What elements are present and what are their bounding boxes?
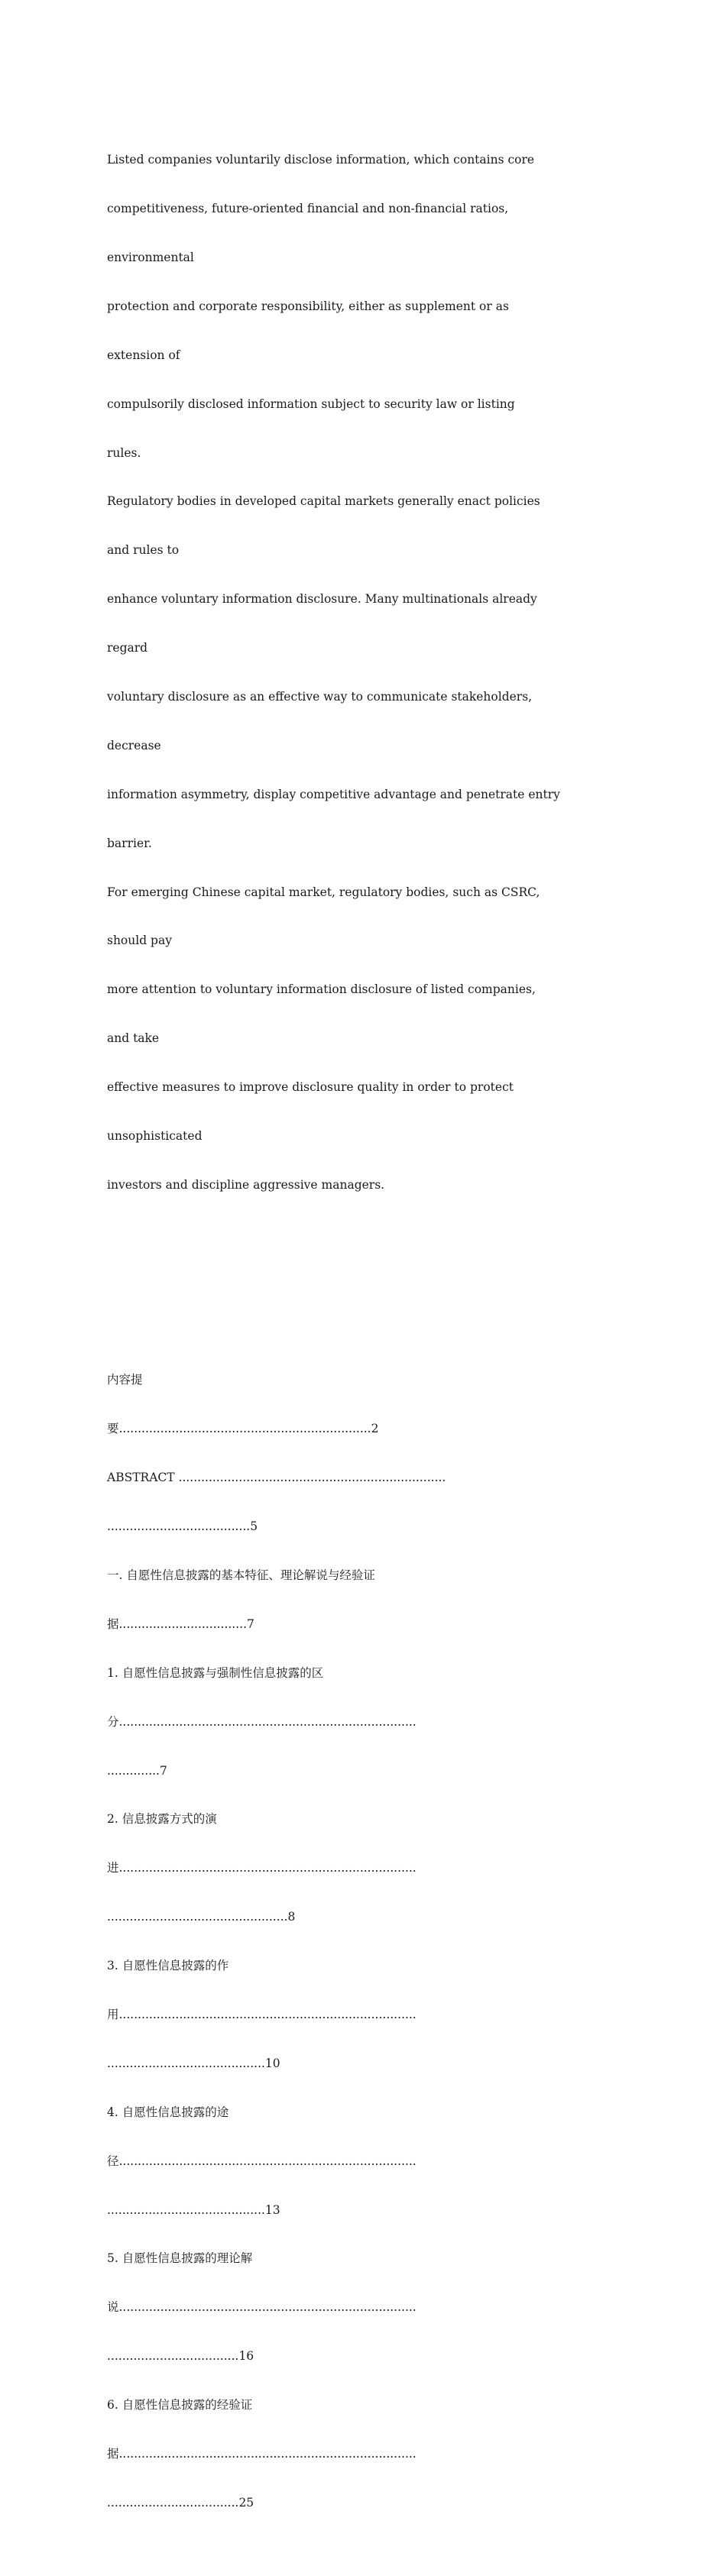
toc-line: 要...................................................................2 xyxy=(107,1422,379,1436)
toc-line: 2. 信息披露方式的演 xyxy=(107,1812,217,1827)
toc-line: 5. 自愿性信息披露的理论解 xyxy=(107,2251,253,2266)
abstract-line: environmental xyxy=(107,250,194,264)
abstract-line: voluntary disclosure as an effective way to communicate stakeholders, xyxy=(107,689,533,704)
abstract-line: and rules to xyxy=(107,543,180,558)
abstract-line: investors and discipline aggressive managers. xyxy=(107,1177,385,1192)
toc-line: ..............7 xyxy=(107,1763,167,1778)
abstract-line: decrease xyxy=(107,738,161,752)
abstract-line: compulsorily disclosed information subject to security law or listing xyxy=(107,396,515,411)
abstract-line: extension of xyxy=(107,348,180,362)
toc-line: 径............................................................................... xyxy=(107,2154,416,2168)
toc-line: 1. 自愿性信息披露与强制性信息披露的区 xyxy=(107,1665,324,1680)
abstract-line: protection and corporate responsibility, either as supplement or as xyxy=(107,299,509,313)
abstract-line: unsophisticated xyxy=(107,1129,203,1143)
abstract-line: and take xyxy=(107,1031,160,1046)
toc-line: ABSTRACT ....................................................................... xyxy=(107,1471,446,1485)
toc-line: 3. 自愿性信息披露的作 xyxy=(107,1959,229,1973)
toc-line: 4. 自愿性信息披露的途 xyxy=(107,2105,229,2119)
abstract-line: barrier. xyxy=(107,836,152,850)
section-spacer xyxy=(107,1275,634,1291)
toc-line: ................................................8 xyxy=(107,1910,296,1924)
toc-line: ...................................25 xyxy=(107,2495,254,2510)
abstract-line: information asymmetry, display competitive advantage and penetrate entry xyxy=(107,787,560,801)
abstract-line: effective measures to improve disclosure quality in order to protect xyxy=(107,1080,514,1095)
table-of-contents xyxy=(107,1340,634,2544)
abstract-line: Listed companies voluntarily disclose information, which contains core xyxy=(107,153,535,167)
toc-line: 分............................................................................... xyxy=(107,1714,416,1729)
abstract-line: Regulatory bodies in developed capital markets generally enact policies xyxy=(107,494,540,509)
toc-line: 说............................................................................... xyxy=(107,2300,416,2315)
abstract-line: more attention to voluntary information disclosure of listed companies, xyxy=(107,982,536,997)
document-text xyxy=(107,87,634,2576)
toc-line: 进............................................................................... xyxy=(107,1861,416,1875)
toc-line: 内容提 xyxy=(107,1373,143,1387)
abstract-line: competitiveness, future-oriented financial and non-financial ratios, xyxy=(107,202,509,216)
toc-line: ..........................................13 xyxy=(107,2202,280,2217)
toc-line: ..........................................10 xyxy=(107,2056,280,2070)
toc-line: 6. 自愿性信息披露的经验证 xyxy=(107,2398,253,2413)
toc-line: 用............................................................................... xyxy=(107,2008,416,2022)
abstract-section xyxy=(107,120,634,1226)
abstract-line: rules. xyxy=(107,445,141,460)
toc-line: 据..................................7 xyxy=(107,1616,254,1631)
abstract-line: For emerging Chinese capital market, regulatory bodies, such as CSRC, xyxy=(107,885,540,899)
toc-line: 一. 自愿性信息披露的基本特征、理论解说与经验证 xyxy=(107,1568,375,1583)
abstract-line: enhance voluntary information disclosure. Many multinationals already xyxy=(107,592,537,607)
abstract-line: regard xyxy=(107,641,148,655)
toc-line: 据............................................................................... xyxy=(107,2447,416,2461)
toc-line: ......................................5 xyxy=(107,1519,258,1534)
abstract-line: should pay xyxy=(107,934,172,948)
toc-line: ...................................16 xyxy=(107,2349,254,2364)
